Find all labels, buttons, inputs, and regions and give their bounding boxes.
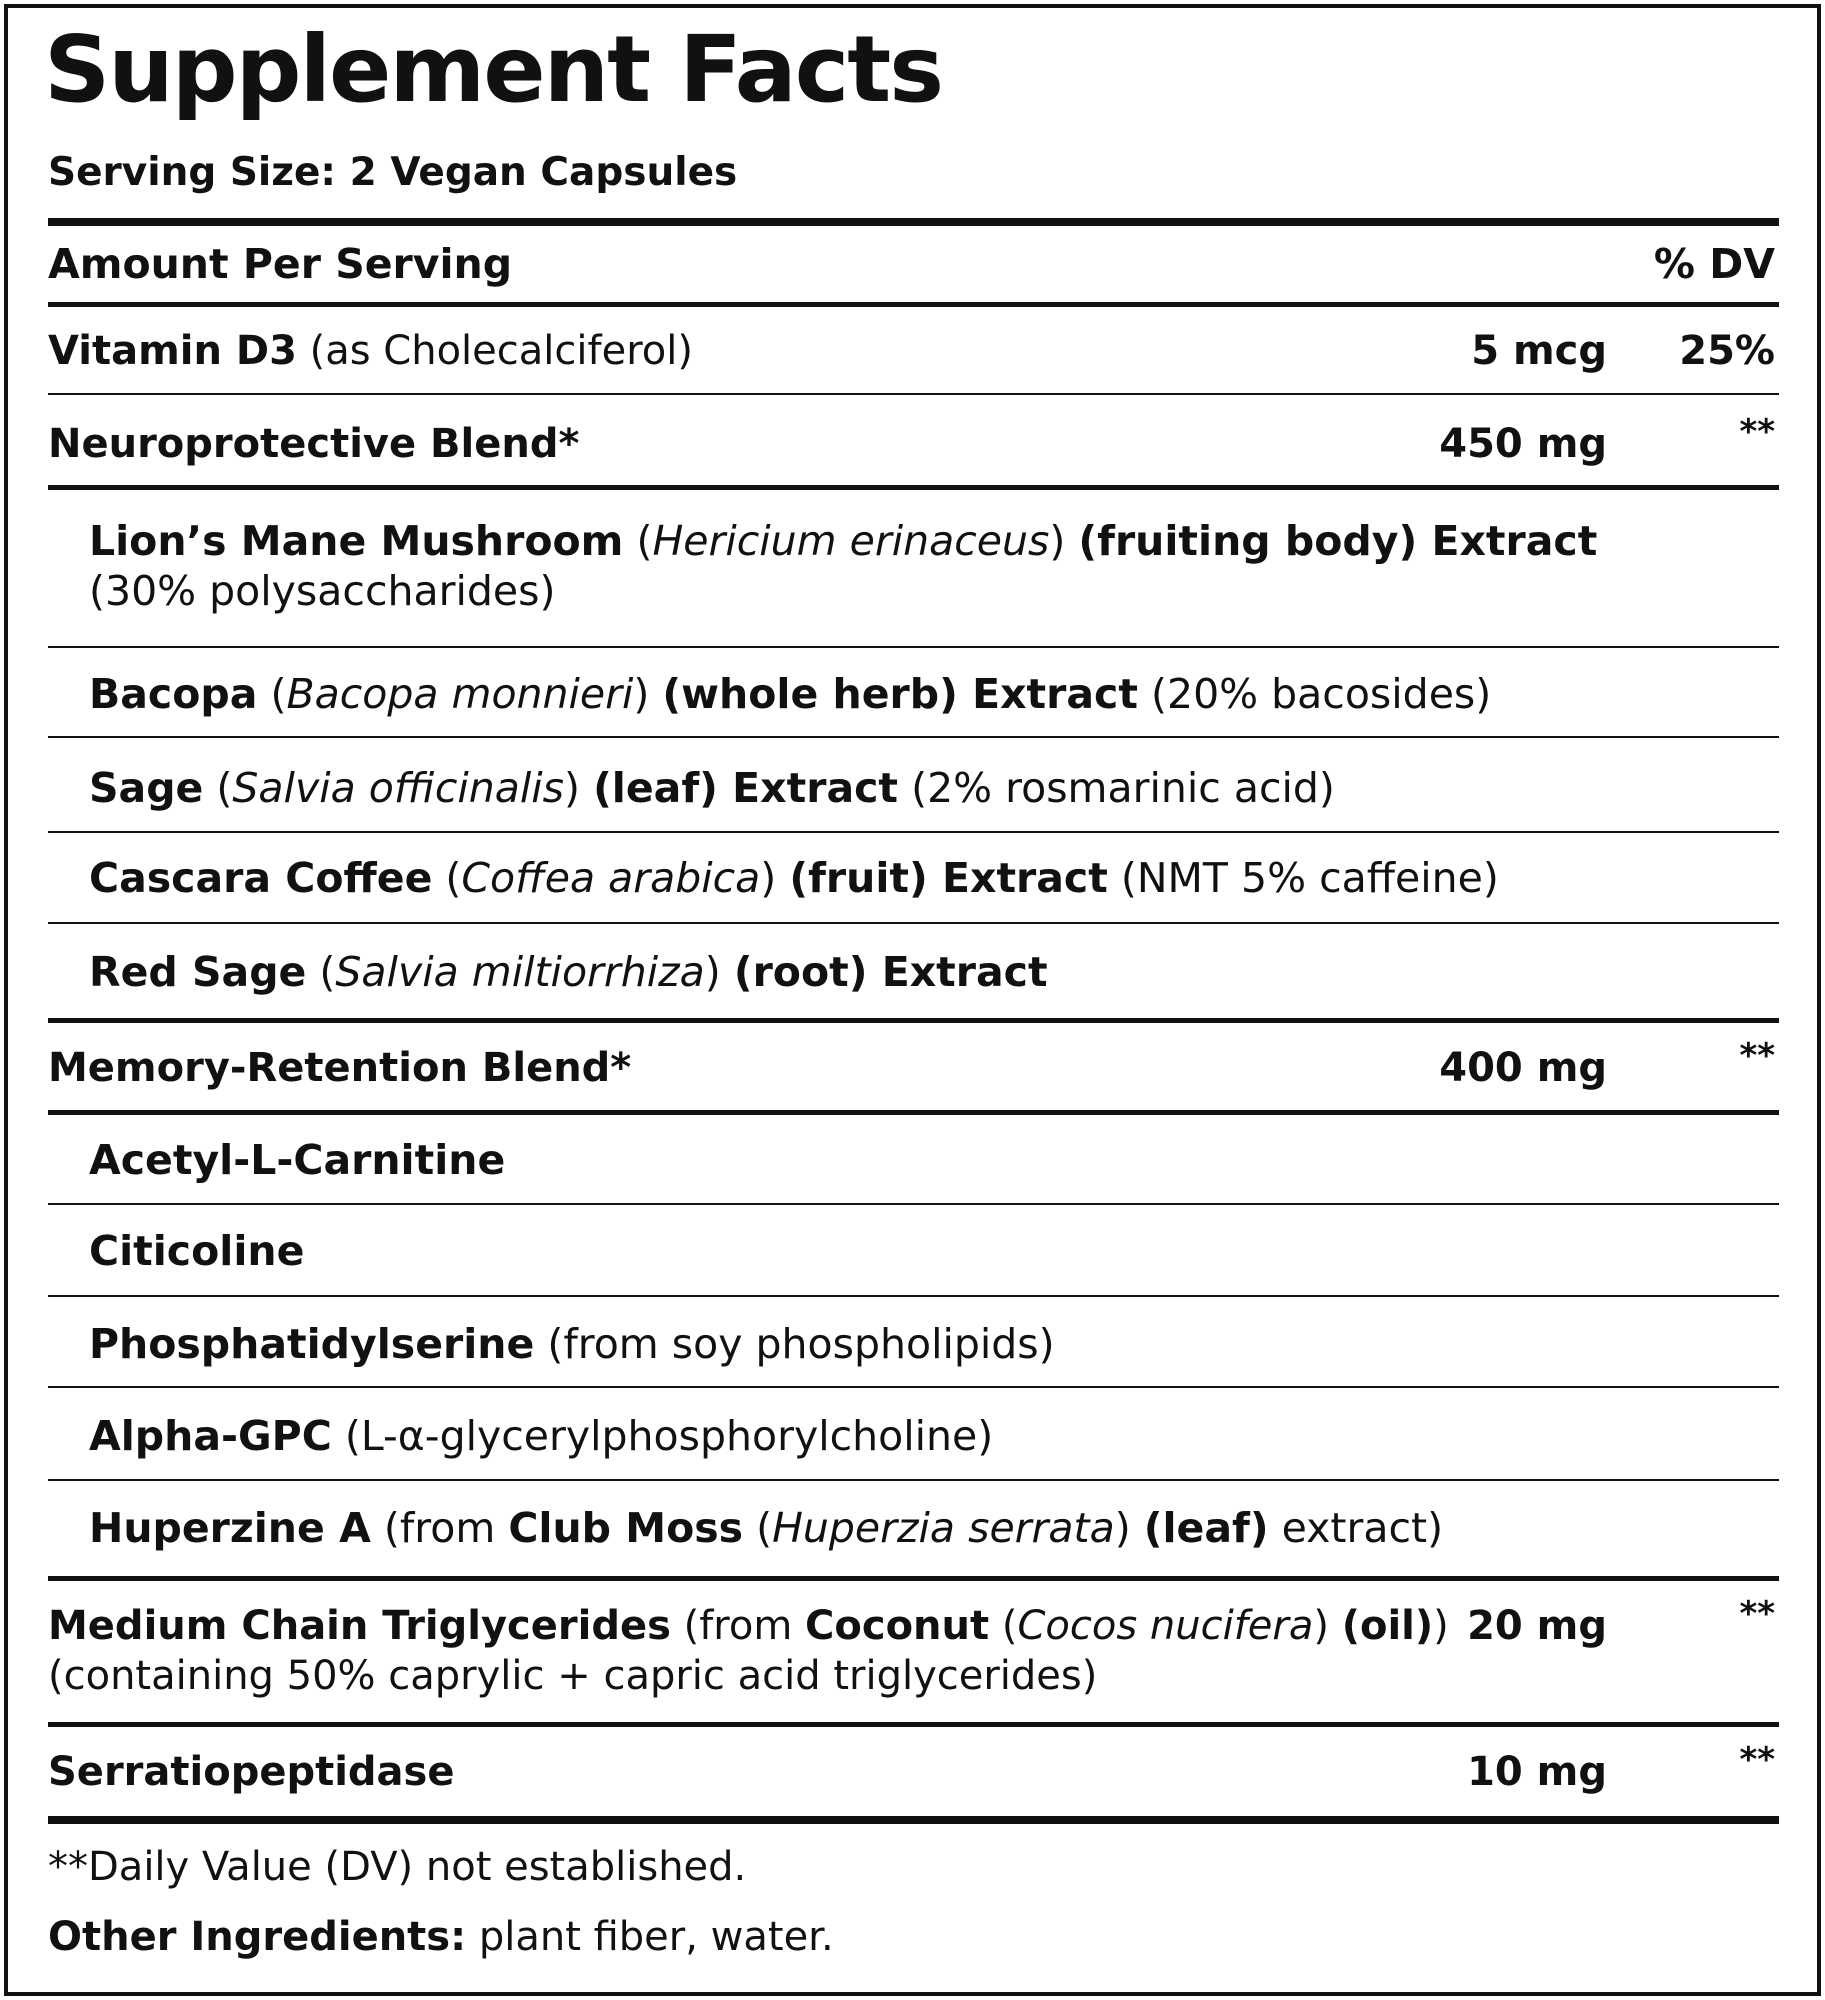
amount-per-serving-header: Amount Per Serving [48,240,513,288]
ingredient-paren: ( [270,670,287,718]
nutrient-part: (oil) [1341,1603,1434,1649]
label-title: Supplement Facts [44,16,942,123]
ingredient-text [89,1502,1443,1554]
ingredient-paren: ( [756,1504,773,1552]
nutrient-name-bold: Vitamin D3 [48,328,297,374]
nutrient-paren: ( [1001,1603,1018,1649]
divider [48,1110,1779,1115]
ingredient-paren: ( [319,948,336,996]
divider [48,1018,1779,1023]
divider [48,831,1779,833]
ingredient-latin: Coffea arabica [461,854,761,902]
ingredient-name: Acetyl-L-Carnitine [89,1136,506,1184]
ingredient-name: Sage [89,764,204,812]
divider [48,736,1779,738]
ingredient-text [89,668,1491,720]
other-ingredients-label: Other Ingredients: [48,1914,467,1960]
divider [48,1576,1779,1581]
ingredient-standardization: (2% rosmarinic acid) [911,764,1335,812]
nutrient-name: Serratiopeptidase [48,1749,455,1795]
ingredient-paren: ) [633,670,650,718]
ingredient-text [89,1318,1055,1370]
divider [48,1722,1779,1727]
ingredient-text [89,762,1335,814]
nutrient-amount: 20 mg [1467,1603,1607,1649]
ingredient-name: Alpha-GPC [89,1412,332,1460]
ingredient-name: Huperzine A [89,1504,371,1552]
nutrient-amount: 5 mcg [1471,328,1607,374]
divider [48,646,1779,648]
blend-amount: 400 mg [1439,1045,1607,1091]
ingredient-latin: Hericium erinaceus [652,517,1050,565]
ingredient-part: (whole herb) Extract [662,670,1138,718]
ingredient-source: Club Moss [508,1504,744,1552]
nutrient-latin: Cocos nucifera [1017,1603,1314,1649]
ingredient-name: Phosphatidylserine [89,1320,535,1368]
nutrient-detail: (containing 50% caprylic + capric acid triglycerides) [48,1653,1098,1699]
nutrient-dv: 25% [1679,328,1775,374]
nutrient-name [48,325,693,377]
divider [48,1386,1779,1388]
ingredient-part: (fruiting body) Extract [1078,517,1598,565]
ingredient-text [89,515,1597,567]
divider [48,1295,1779,1297]
ingredient-paren: ) [760,854,777,902]
divider [48,485,1779,490]
divider [48,302,1779,307]
blend-amount: 450 mg [1439,421,1607,467]
ingredient-text [89,1410,993,1462]
divider [48,218,1779,226]
ingredient-name: Bacopa [89,670,258,718]
nutrient-amount: 10 mg [1467,1749,1607,1795]
blend-name: Memory-Retention Blend* [48,1045,632,1091]
divider [48,393,1779,395]
blend-dv: ** [1739,412,1775,452]
divider [48,1816,1779,1824]
ingredient-standardization: (30% polysaccharides) [89,567,556,615]
divider [48,922,1779,924]
ingredient-part: (leaf) Extract [593,764,899,812]
ingredient-name: Lion’s Mane Mushroom [89,517,624,565]
ingredient-latin: Huperzia serrata [772,1504,1115,1552]
dv-footnote: **Daily Value (DV) not established. [48,1844,747,1890]
nutrient-dv: ** [1739,1740,1775,1780]
ingredient-paren: ) [704,948,721,996]
nutrient-source: Coconut [805,1603,990,1649]
nutrient-name-bold: Medium Chain Triglycerides [48,1603,671,1649]
other-ingredients [48,1911,834,1963]
nutrient-name [48,1600,1449,1652]
ingredient-paren: ( [216,764,233,812]
ingredient-from: (from [383,1504,496,1552]
nutrient-dv: ** [1739,1594,1775,1634]
divider [48,1203,1779,1205]
ingredient-paren: ) [564,764,581,812]
ingredient-source: (from soy phospholipids) [547,1320,1055,1368]
ingredient-name: Red Sage [89,948,307,996]
blend-name: Neuroprotective Blend* [48,421,580,467]
ingredient-part: (fruit) Extract [789,854,1108,902]
ingredient-paren: ) [1114,1504,1131,1552]
ingredient-standardization: (20% bacosides) [1151,670,1492,718]
ingredient-form: extract) [1281,1504,1444,1552]
other-ingredients-value: plant fiber, water. [478,1914,834,1960]
ingredient-part: (root) Extract [733,948,1048,996]
nutrient-paren: ) [1433,1603,1449,1649]
ingredient-name: Citicoline [89,1227,305,1275]
ingredient-paren: ( [636,517,653,565]
ingredient-paren: ) [1049,517,1066,565]
ingredient-paren: ( [445,854,462,902]
serving-size: Serving Size: 2 Vegan Capsules [48,150,738,195]
ingredient-text [89,852,1499,904]
nutrient-paren: ) [1313,1603,1329,1649]
nutrient-from: (from [683,1603,793,1649]
nutrient-detail: (as Cholecalciferol) [309,328,693,374]
ingredient-part: (leaf) [1143,1504,1269,1552]
divider [48,1479,1779,1481]
ingredient-latin: Bacopa monnieri [286,670,634,718]
dv-header: % DV [1653,240,1775,288]
blend-dv: ** [1739,1036,1775,1076]
ingredient-latin: Salvia officinalis [232,764,565,812]
ingredient-standardization: (NMT 5% caffeine) [1120,854,1499,902]
ingredient-chemical-name: (L-α-glycerylphosphorylcholine) [344,1412,994,1460]
ingredient-latin: Salvia miltiorrhiza [335,948,705,996]
ingredient-text [89,946,1048,998]
ingredient-name: Cascara Coffee [89,854,433,902]
